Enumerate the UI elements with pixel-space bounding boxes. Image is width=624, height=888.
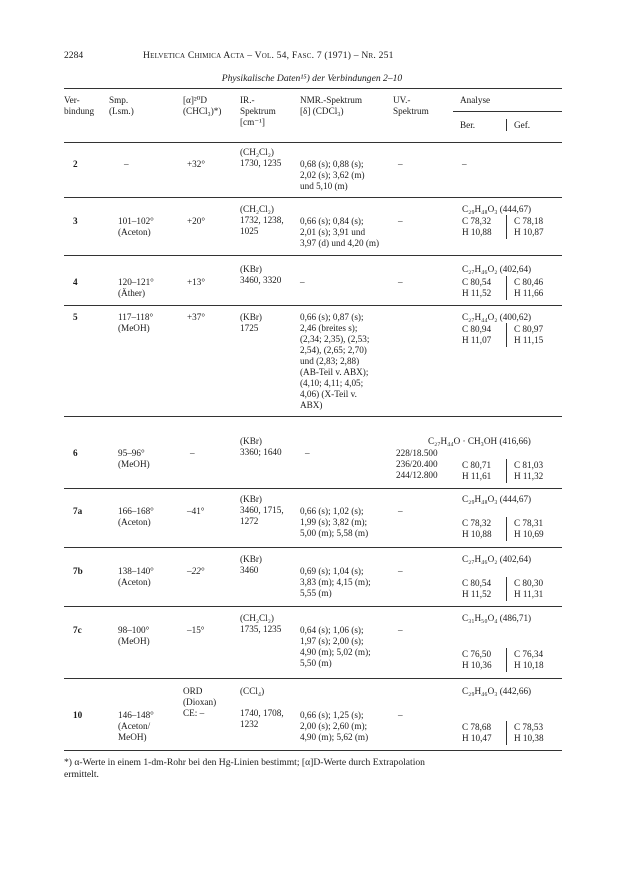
ir-value: (KBr) 3460, 3320	[240, 264, 282, 285]
ber-value: C 76,50 H 10,36	[462, 649, 492, 670]
nmr-value: –	[300, 277, 305, 287]
nmr-value: 0,68 (s); 0,88 (s); 2,02 (s); 3,62 (m) und 5,10 (m)	[300, 159, 365, 191]
smp-value: 146–148° (Aceton/ MeOH)	[118, 710, 154, 742]
nmr-value: 0,64 (s); 1,06 (s); 1,97 (s); 2,00 (s); 4,90 (m); 5,02 (m); 5,50 (m)	[300, 625, 371, 668]
ber-value: C 80,71 H 11,61	[462, 460, 492, 481]
col-header-uv: UV.- Spektrum	[393, 95, 429, 116]
formula-value: C₂₇H₄₄O · CH₃OH (416,66)	[428, 436, 531, 446]
formula-value: C₂₇H₄₄O₂ (400,62)	[462, 312, 532, 322]
smp-value: 120–121° (Äther)	[118, 277, 154, 298]
gef-value: C 80,97 H 11,15	[514, 324, 544, 345]
compound-id: 7b	[73, 566, 83, 576]
ir-value: (CH₂Cl₂) 1732, 1238, 1025	[240, 204, 284, 236]
analysis-divider	[506, 721, 507, 745]
col-header-analyse: Analyse	[460, 95, 491, 105]
analysis-divider	[506, 276, 507, 300]
nmr-value: 0,66 (s); 0,87 (s); 2,46 (breites s); (2,34; 2,35), (2,53; 2,54), (2,65; 2,70) und (2,83; 2,88) (AB-Teil v. ABX); (4,10; 4,11; 4,05; 4,06) (X-Teil v. ABX)	[300, 312, 370, 410]
table-footnote: *) α-Werte in einem 1-dm-Rohr bei den Hg-Linien bestimmt; [α]D-Werte durch Extrapolation ermittelt.	[64, 757, 425, 780]
uv-value: –	[398, 159, 403, 169]
compound-id: 7c	[73, 625, 82, 635]
row-rule	[64, 416, 562, 417]
alpha-value: –22°	[187, 566, 205, 576]
row-rule	[64, 606, 562, 607]
ir-value: (CCl₄) 1740, 1708, 1232	[240, 686, 284, 729]
uv-value: –	[398, 710, 403, 720]
gef-value: C 78,31 H 10,69	[514, 518, 544, 539]
analysis-divider	[506, 577, 507, 601]
gef-value: C 76,34 H 10,18	[514, 649, 544, 670]
formula-value: C₂₉H₄₈O₃ (444,67)	[462, 494, 532, 504]
ber-value: C 80,54 H 11,52	[462, 578, 492, 599]
alpha-value: +20°	[187, 216, 206, 226]
ir-value: (KBr) 3460	[240, 554, 262, 575]
analysis-divider	[506, 648, 507, 672]
row-rule	[64, 255, 562, 256]
analysis-divider	[506, 459, 507, 483]
gef-value: C 78,18 H 10,87	[514, 216, 544, 237]
col-header-smp: Smp. (Lsm.)	[109, 95, 134, 116]
gef-value: C 80,30 H 11,31	[514, 578, 544, 599]
table-bottom-rule	[64, 750, 562, 751]
alpha-value: ORD (Dioxan) CE: –	[183, 686, 217, 718]
col-header-alpha: [α]²⁰D (CHCl₃)*)	[183, 95, 222, 116]
gef-value: C 80,46 H 11,66	[514, 277, 544, 298]
uv-value: –	[398, 566, 403, 576]
ir-value: (KBr) 3360; 1640	[240, 436, 282, 457]
ir-value: (KBr) 1725	[240, 312, 262, 333]
smp-value: 98–100° (MeOH)	[118, 625, 150, 646]
row-rule	[64, 678, 562, 679]
row-rule	[64, 488, 562, 489]
compound-id: 5	[73, 312, 78, 322]
uv-value: –	[398, 506, 403, 516]
analysis-divider	[506, 215, 507, 239]
gef-value: C 81,03 H 11,32	[514, 460, 544, 481]
alpha-value: +32°	[187, 159, 206, 169]
compound-id: 10	[73, 710, 83, 720]
row-rule	[64, 305, 562, 306]
ber-value: C 78,32 H 10,88	[462, 216, 492, 237]
alpha-value: +37°	[187, 312, 206, 322]
ir-value: (KBr) 3460, 1715, 1272	[240, 494, 284, 526]
ber-value: C 80,54 H 11,52	[462, 277, 492, 298]
analysis-divider	[506, 323, 507, 347]
row-rule	[64, 197, 562, 198]
analyse-subrule	[453, 111, 562, 112]
col-header-verbindung: Ver- bindung	[64, 95, 95, 116]
col-header-ir: IR.- Spektrum [cm⁻¹]	[240, 95, 276, 127]
formula-value: –	[462, 159, 467, 169]
journal-running-head: Helvetica Chimica Acta – Vol. 54, Fasc. 7 (1971) – Nr. 251	[143, 50, 394, 61]
smp-value: 166–168° (Aceton)	[118, 506, 154, 527]
alpha-value: –15°	[187, 625, 205, 635]
compound-id: 4	[73, 277, 78, 287]
table-title: Physikalische Daten¹⁵) der Verbindungen 2–10	[221, 73, 403, 84]
row-rule	[64, 547, 562, 548]
uv-value: 228/18.500 236/20.400 244/12.800	[396, 448, 438, 480]
nmr-value: 0,66 (s); 1,25 (s); 2,00 (s); 2,60 (m); 4,90 (m); 5,62 (m)	[300, 710, 369, 742]
formula-value: C₃₁H₅₀O₄ (486,71)	[462, 613, 532, 623]
formula-value: C₂₇H₄₆O₂ (402,64)	[462, 264, 532, 274]
page-number: 2284	[64, 50, 84, 61]
col-header-ber: Ber.	[460, 120, 476, 130]
alpha-value: –	[190, 448, 195, 458]
ber-value: C 78,32 H 10,88	[462, 518, 492, 539]
header-divider	[506, 119, 507, 131]
compound-id: 2	[73, 159, 78, 169]
ir-value: (CH₂Cl₂) 1735, 1235	[240, 613, 282, 634]
smp-value: 101–102° (Aceton)	[118, 216, 154, 237]
uv-value: –	[398, 216, 403, 226]
uv-value: –	[398, 625, 403, 635]
col-header-gef: Gef.	[514, 120, 531, 130]
compound-id: 7a	[73, 506, 83, 516]
smp-value: –	[124, 159, 129, 169]
smp-value: 138–140° (Aceton)	[118, 566, 154, 587]
smp-value: 117–118° (MeOH)	[118, 312, 154, 333]
nmr-value: 0,66 (s); 1,02 (s); 1,99 (s); 3,82 (m); 5,00 (m); 5,58 (m)	[300, 506, 369, 538]
nmr-value: 0,66 (s); 0,84 (s); 2,01 (s); 3,91 und 3,97 (d) und 4,20 (m)	[300, 216, 380, 248]
analysis-divider	[506, 517, 507, 541]
formula-value: C₂₉H₄₈O₃ (444,67)	[462, 204, 532, 214]
header-bottom-rule	[64, 142, 562, 143]
table-top-rule	[64, 88, 562, 89]
uv-value: –	[398, 277, 403, 287]
gef-value: C 78,53 H 10,38	[514, 722, 544, 743]
col-header-nmr: NMR.-Spektrum [δ] (CDCl₃)	[300, 95, 363, 116]
alpha-value: –41°	[187, 506, 205, 516]
ber-value: C 80,94 H 11,07	[462, 324, 492, 345]
smp-value: 95–96° (MeOH)	[118, 448, 150, 469]
alpha-value: +13°	[187, 277, 206, 287]
nmr-value: 0,69 (s); 1,04 (s); 3,83 (m); 4,15 (m); 5,55 (m)	[300, 566, 371, 598]
formula-value: C₂₉H₄₆O₃ (442,66)	[462, 686, 532, 696]
ir-value: (CH₂Cl₂) 1730, 1235	[240, 147, 282, 168]
compound-id: 3	[73, 216, 78, 226]
compound-id: 6	[73, 448, 78, 458]
nmr-value: –	[305, 448, 310, 458]
formula-value: C₂₇H₄₆O₂ (402,64)	[462, 554, 532, 564]
ber-value: C 78,68 H 10,47	[462, 722, 492, 743]
